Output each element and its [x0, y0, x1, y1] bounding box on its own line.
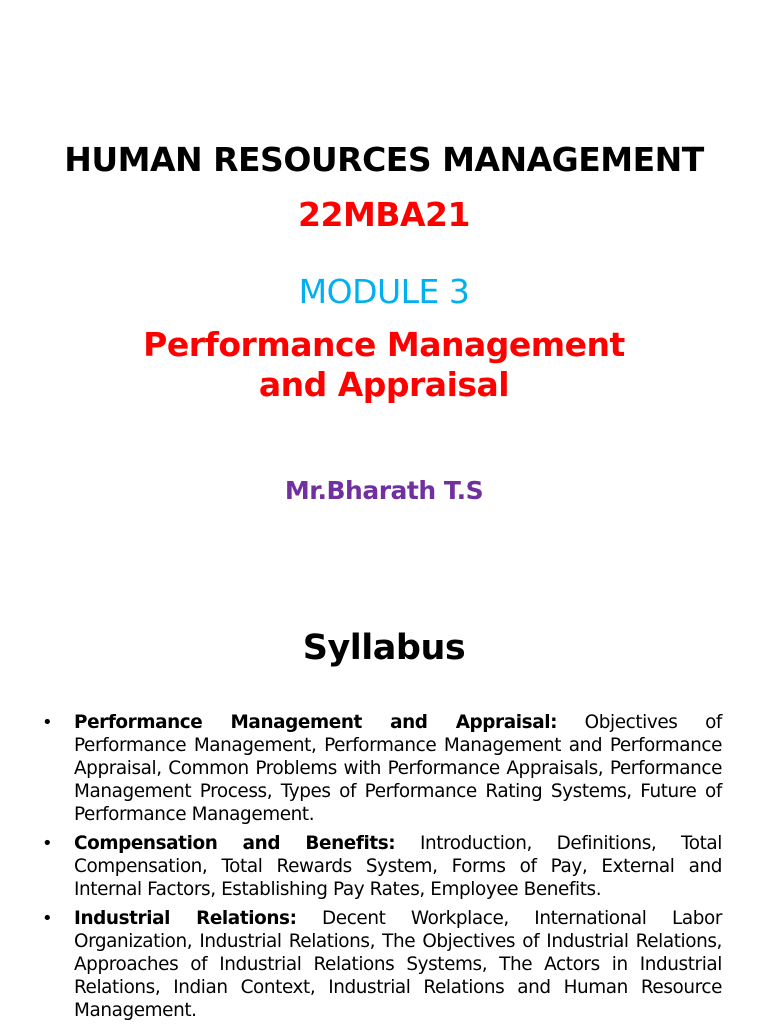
- syllabus-heading: Syllabus: [302, 628, 466, 668]
- syllabus-slide: [0, 512, 768, 1024]
- module-title: [0, 325, 768, 405]
- module-title-line-1: Performance Management: [143, 325, 625, 364]
- syllabus-list: [0, 711, 768, 1028]
- syllabus-item: [0, 832, 768, 901]
- title-slide: [0, 0, 768, 512]
- syllabus-item-body: Introduction, Definitions, Total Compensation, Total Rewards System, Forms of Pay, External and Internal Factors, Establishing Pay Rates, Employee Benefits.: [74, 833, 722, 900]
- syllabus-item: [0, 711, 768, 826]
- bullet-icon: •: [42, 712, 53, 733]
- module-title-line-2: and Appraisal: [258, 365, 510, 404]
- bullet-icon: •: [42, 908, 53, 929]
- syllabus-item-body: Objectives of Performance Management, Performance Management and Performance Appraisal, Common Problems with Performance Appraisals, Performance Management Process, Types of Performance Rating Systems, Future of Performance Management.: [74, 712, 722, 825]
- syllabus-item-title: Performance Management and Appraisal:: [74, 712, 558, 733]
- syllabus-item-title: Industrial Relations:: [74, 908, 297, 929]
- module-label: MODULE 3: [298, 272, 470, 311]
- syllabus-item-title: Compensation and Benefits:: [74, 833, 396, 854]
- course-title: HUMAN RESOURCES MANAGEMENT: [64, 140, 704, 179]
- course-code: 22MBA21: [298, 195, 470, 234]
- presenter-name: Mr.Bharath T.S: [284, 476, 484, 505]
- syllabus-item-body: Decent Workplace, International Labor Organization, Industrial Relations, The Objectives of Industrial Relations, Approaches of Industrial Relations Systems, The Actors in Industrial Relations, Indian Context, Industrial Relations and Human Resource Management.: [74, 908, 722, 1021]
- bullet-icon: •: [42, 833, 53, 854]
- syllabus-item: [0, 907, 768, 1022]
